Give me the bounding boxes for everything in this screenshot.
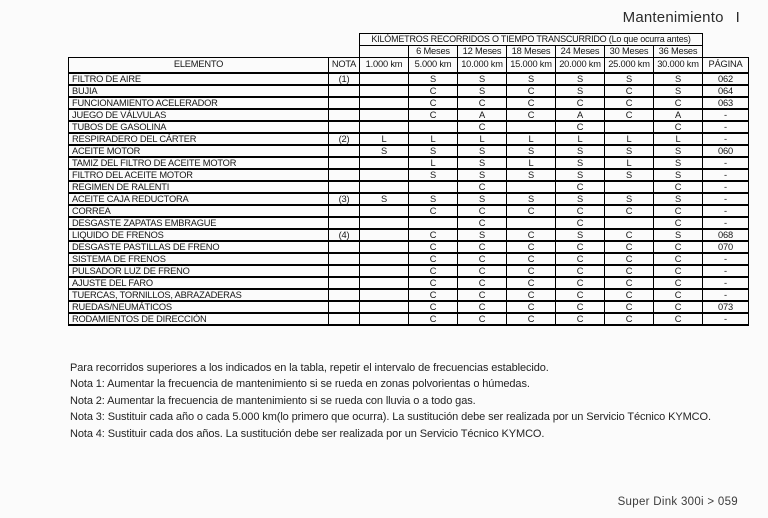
element-name-cell: TUBOS DE GASOLINA [69, 121, 329, 133]
interval-cell: C [605, 301, 654, 313]
interval-cell: C [654, 121, 703, 133]
pagina-cell: - [703, 277, 749, 289]
column-header-6-meses: 6 Meses [409, 46, 458, 58]
element-name-cell: AJUSTE DEL FARO [69, 277, 329, 289]
interval-cell: S [605, 193, 654, 205]
interval-cell: C [556, 277, 605, 289]
pagina-cell: - [703, 289, 749, 301]
element-name-cell: SISTEMA DE FRENOS [69, 253, 329, 265]
interval-cell: C [654, 217, 703, 229]
interval-cell: C [409, 241, 458, 253]
interval-cell: C [507, 313, 556, 325]
interval-cell: S [605, 145, 654, 157]
nota-cell [329, 157, 360, 169]
interval-cell: C [605, 289, 654, 301]
table-row [69, 145, 749, 157]
pagina-cell: - [703, 181, 749, 193]
column-header-12-meses: 12 Meses [458, 46, 507, 58]
interval-cell: S [556, 229, 605, 241]
interval-cell [360, 313, 409, 325]
interval-cell: S [556, 169, 605, 181]
table-row [69, 289, 749, 301]
interval-cell: C [605, 253, 654, 265]
interval-cell: S [556, 73, 605, 85]
nota-cell: (1) [329, 73, 360, 85]
interval-cell: C [458, 121, 507, 133]
nota-cell [329, 169, 360, 181]
interval-cell: S [556, 85, 605, 97]
nota-cell [329, 277, 360, 289]
column-header-5000km: 5.000 km [409, 58, 458, 73]
interval-cell: C [458, 277, 507, 289]
notes-block [70, 360, 711, 442]
interval-cell [360, 109, 409, 121]
nota-cell [329, 145, 360, 157]
interval-cell: C [605, 97, 654, 109]
pagina-cell: - [703, 133, 749, 145]
header-spacer [703, 46, 749, 58]
interval-cell: C [458, 253, 507, 265]
interval-cell: L [409, 133, 458, 145]
nota-cell [329, 109, 360, 121]
interval-cell: L [605, 133, 654, 145]
interval-cell: C [654, 97, 703, 109]
interval-cell: L [458, 133, 507, 145]
interval-cell: S [654, 229, 703, 241]
interval-cell: S [654, 73, 703, 85]
interval-cell: C [605, 109, 654, 121]
interval-cell: C [409, 205, 458, 217]
interval-cell: C [507, 277, 556, 289]
interval-cell: C [507, 85, 556, 97]
interval-cell: C [654, 265, 703, 277]
interval-cell: C [458, 301, 507, 313]
interval-cell: C [507, 205, 556, 217]
element-name-cell: CORREA [69, 205, 329, 217]
element-name-cell: FUNCIONAMIENTO ACELERADOR [69, 97, 329, 109]
section-mark: I [735, 9, 740, 26]
interval-cell: A [654, 109, 703, 121]
pagina-cell: - [703, 253, 749, 265]
element-name-cell: FILTRO DEL ACEITE MOTOR [69, 169, 329, 181]
element-name-cell: TUERCAS, TORNILLOS, ABRAZADERAS [69, 289, 329, 301]
interval-cell [360, 229, 409, 241]
pagina-cell: - [703, 313, 749, 325]
interval-cell: S [507, 73, 556, 85]
header-row-meses [69, 46, 749, 58]
table-row [69, 97, 749, 109]
column-header-15000km: 15.000 km [507, 58, 556, 73]
element-name-cell: RODAMIENTOS DE DIRECCIÓN [69, 313, 329, 325]
interval-cell: C [605, 241, 654, 253]
interval-cell: C [556, 181, 605, 193]
table-row [69, 157, 749, 169]
header-spacer [69, 46, 360, 58]
interval-cell [360, 289, 409, 301]
interval-cell: C [409, 277, 458, 289]
interval-cell: S [654, 169, 703, 181]
element-name-cell: REGIMEN DE RALENTI [69, 181, 329, 193]
interval-cell: C [556, 265, 605, 277]
maintenance-schedule-table [68, 33, 749, 326]
interval-cell: S [654, 85, 703, 97]
interval-cell: C [458, 205, 507, 217]
interval-cell: L [360, 133, 409, 145]
interval-cell: C [654, 313, 703, 325]
note-line-3: Nota 3: Sustituir cada año o cada 5.000 km(lo primero que ocurra). La sustitución debe ser realizada por un Servicio Técnico KYMCO. [70, 411, 711, 424]
interval-cell: S [605, 73, 654, 85]
interval-cell: C [654, 301, 703, 313]
column-header-20000km: 20.000 km [556, 58, 605, 73]
interval-cell [360, 97, 409, 109]
interval-cell: C [507, 289, 556, 301]
table-row [69, 109, 749, 121]
element-name-cell: ACEITE MOTOR [69, 145, 329, 157]
nota-cell [329, 205, 360, 217]
pagina-cell: - [703, 265, 749, 277]
interval-cell: C [458, 241, 507, 253]
interval-cell: L [409, 157, 458, 169]
element-name-cell: DESGASTE PASTILLAS DE FRENO [69, 241, 329, 253]
table-row [69, 241, 749, 253]
interval-cell: C [654, 289, 703, 301]
interval-cell: C [605, 313, 654, 325]
interval-cell [360, 241, 409, 253]
column-header-30-meses: 30 Meses [605, 46, 654, 58]
pagina-cell: 068 [703, 229, 749, 241]
nota-cell [329, 313, 360, 325]
interval-cell: C [507, 301, 556, 313]
interval-cell [360, 181, 409, 193]
column-header-nota: NOTA [329, 58, 360, 73]
interval-cell [360, 205, 409, 217]
interval-cell: L [556, 133, 605, 145]
pagina-cell: 064 [703, 85, 749, 97]
nota-cell [329, 217, 360, 229]
pagina-cell: 060 [703, 145, 749, 157]
interval-cell: C [556, 217, 605, 229]
interval-cell: C [409, 313, 458, 325]
nota-cell [329, 253, 360, 265]
interval-cell: C [458, 97, 507, 109]
interval-cell: C [409, 301, 458, 313]
interval-cell: S [654, 145, 703, 157]
interval-cell [360, 253, 409, 265]
table-row [69, 85, 749, 97]
interval-cell [507, 121, 556, 133]
element-name-cell: ACEITE CAJA REDUCTORA [69, 193, 329, 205]
interval-cell: S [556, 157, 605, 169]
table-row [69, 133, 749, 145]
table-row [69, 169, 749, 181]
interval-cell: S [458, 193, 507, 205]
interval-cell [605, 217, 654, 229]
nota-cell [329, 301, 360, 313]
table-row [69, 217, 749, 229]
interval-cell: S [507, 169, 556, 181]
header-row-kilometros [69, 34, 749, 46]
interval-cell: C [556, 253, 605, 265]
interval-cell: S [654, 157, 703, 169]
pagina-cell: - [703, 109, 749, 121]
element-name-cell: DESGASTE ZAPATAS EMBRAGUE [69, 217, 329, 229]
interval-cell: C [556, 97, 605, 109]
page-title [623, 9, 740, 26]
note-line-2: Nota 2: Aumentar la frecuencia de mantenimiento si se rueda con lluvia o a todo gas. [70, 394, 476, 407]
interval-cell [409, 121, 458, 133]
interval-cell [360, 277, 409, 289]
interval-cell: L [507, 133, 556, 145]
interval-cell [360, 157, 409, 169]
element-name-cell: JUEGO DE VÁLVULAS [69, 109, 329, 121]
nota-cell [329, 181, 360, 193]
interval-cell [507, 217, 556, 229]
interval-cell: C [507, 97, 556, 109]
interval-cell: S [458, 85, 507, 97]
page-title-text: Mantenimiento [622, 9, 724, 26]
table-body [69, 73, 749, 325]
interval-cell: C [654, 241, 703, 253]
interval-cell: C [605, 265, 654, 277]
interval-cell: S [458, 169, 507, 181]
interval-cell: C [556, 205, 605, 217]
interval-cell: C [556, 301, 605, 313]
element-name-cell: RESPIRADERO DEL CÁRTER [69, 133, 329, 145]
interval-cell: S [409, 73, 458, 85]
nota-cell [329, 85, 360, 97]
nota-cell: (2) [329, 133, 360, 145]
interval-cell: C [605, 205, 654, 217]
pagina-cell: - [703, 121, 749, 133]
table-row [69, 265, 749, 277]
interval-cell [360, 85, 409, 97]
note-line-4: Nota 4: Sustituir cada dos años. La sustitución debe ser realizada por un Servicio Técnico KYMCO. [70, 427, 545, 440]
pagina-cell: 062 [703, 73, 749, 85]
interval-cell [605, 121, 654, 133]
nota-cell [329, 241, 360, 253]
element-name-cell: LIQUIDO DE FRENOS [69, 229, 329, 241]
interval-cell [507, 181, 556, 193]
interval-cell: C [556, 241, 605, 253]
interval-cell: S [458, 145, 507, 157]
interval-cell: C [409, 229, 458, 241]
pagina-cell: 073 [703, 301, 749, 313]
table-row [69, 193, 749, 205]
nota-cell [329, 265, 360, 277]
interval-cell: C [409, 97, 458, 109]
table-row [69, 181, 749, 193]
table-row [69, 121, 749, 133]
interval-cell: C [409, 109, 458, 121]
interval-cell [409, 217, 458, 229]
interval-cell: A [556, 109, 605, 121]
interval-cell: S [605, 169, 654, 181]
interval-cell [605, 181, 654, 193]
element-name-cell: FILTRO DE AIRE [69, 73, 329, 85]
interval-cell: C [458, 313, 507, 325]
note-line-1: Nota 1: Aumentar la frecuencia de mantenimiento si se rueda en zonas polvorientas o húmedas. [70, 378, 530, 391]
table-row [69, 73, 749, 85]
nota-cell: (4) [329, 229, 360, 241]
interval-cell: C [605, 277, 654, 289]
interval-cell: C [654, 181, 703, 193]
pagina-cell: - [703, 157, 749, 169]
pagina-cell: 063 [703, 97, 749, 109]
interval-cell: S [556, 145, 605, 157]
nota-cell [329, 121, 360, 133]
interval-cell: C [605, 85, 654, 97]
interval-cell: C [507, 253, 556, 265]
interval-cell: C [409, 265, 458, 277]
table-row [69, 253, 749, 265]
nota-cell [329, 97, 360, 109]
table-row [69, 313, 749, 325]
column-header-24-meses: 24 Meses [556, 46, 605, 58]
interval-cell [360, 217, 409, 229]
table-row [69, 301, 749, 313]
header-spacer [703, 34, 749, 46]
interval-cell: C [507, 229, 556, 241]
interval-cell [360, 301, 409, 313]
column-header-18-meses: 18 Meses [507, 46, 556, 58]
element-name-cell: RUEDAS/NEUMÁTICOS [69, 301, 329, 313]
element-name-cell: TAMIZ DEL FILTRO DE ACEITE MOTOR [69, 157, 329, 169]
interval-cell: C [556, 313, 605, 325]
interval-cell [360, 265, 409, 277]
table-row [69, 205, 749, 217]
interval-cell: S [458, 229, 507, 241]
nota-cell: (3) [329, 193, 360, 205]
interval-cell: L [605, 157, 654, 169]
interval-cell: S [458, 73, 507, 85]
interval-cell: L [654, 133, 703, 145]
interval-cell: S [654, 193, 703, 205]
interval-cell: S [360, 145, 409, 157]
interval-cell: S [507, 145, 556, 157]
interval-cell [360, 121, 409, 133]
column-header-30000km: 30.000 km [654, 58, 703, 73]
interval-cell: C [458, 217, 507, 229]
pagina-cell: - [703, 205, 749, 217]
interval-cell: S [458, 157, 507, 169]
interval-cell: C [458, 181, 507, 193]
interval-cell: C [458, 265, 507, 277]
pagina-cell: - [703, 217, 749, 229]
interval-cell: C [409, 289, 458, 301]
pagina-cell: - [703, 169, 749, 181]
table-row [69, 277, 749, 289]
kilometros-spanning-header: KILÓMETROS RECORRIDOS O TIEMPO TRANSCURRIDO (Lo que ocurra antes) [360, 34, 703, 46]
header-spacer [69, 34, 360, 46]
page-footer: Super Dink 300i > 059 [617, 496, 738, 508]
column-header-36-meses: 36 Meses [654, 46, 703, 58]
interval-cell: C [409, 85, 458, 97]
interval-cell: S [507, 193, 556, 205]
pagina-cell: - [703, 193, 749, 205]
interval-cell: C [409, 253, 458, 265]
interval-cell [409, 181, 458, 193]
interval-cell: S [409, 193, 458, 205]
interval-cell: S [409, 145, 458, 157]
column-header-1000km: 1.000 km [360, 58, 409, 73]
interval-cell: C [556, 121, 605, 133]
column-header-25000km: 25.000 km [605, 58, 654, 73]
element-name-cell: PULSADOR LUZ DE FRENO [69, 265, 329, 277]
interval-cell: S [556, 193, 605, 205]
column-header-elemento: ELEMENTO [69, 58, 329, 73]
interval-cell: C [507, 109, 556, 121]
interval-cell: C [507, 265, 556, 277]
meses-empty-cell [360, 46, 409, 58]
interval-cell: C [654, 253, 703, 265]
interval-cell: A [458, 109, 507, 121]
interval-cell [360, 169, 409, 181]
interval-cell: C [654, 277, 703, 289]
interval-cell: C [507, 241, 556, 253]
column-header-pagina: PÁGINA [703, 58, 749, 73]
interval-cell: C [458, 289, 507, 301]
interval-cell: S [409, 169, 458, 181]
nota-cell [329, 289, 360, 301]
element-name-cell: BUJIA [69, 85, 329, 97]
interval-cell [360, 73, 409, 85]
interval-cell: C [605, 229, 654, 241]
header-row-columns [69, 58, 749, 73]
table-header [69, 34, 749, 73]
note-intro: Para recorridos superiores a los indicados en la tabla, repetir el intervalo de frecuencias establecido. [70, 362, 549, 374]
interval-cell: C [556, 289, 605, 301]
pagina-cell: 070 [703, 241, 749, 253]
column-header-10000km: 10.000 km [458, 58, 507, 73]
interval-cell: L [507, 157, 556, 169]
interval-cell: C [654, 205, 703, 217]
table-row [69, 229, 749, 241]
interval-cell: S [360, 193, 409, 205]
